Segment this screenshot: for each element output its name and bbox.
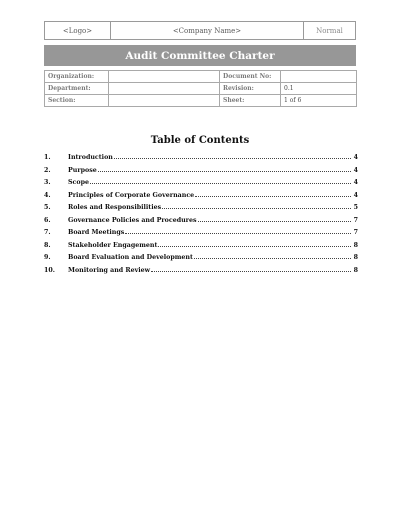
document-status: Normal — [316, 26, 343, 35]
toc-item-label: Principles of Corporate Governance — [68, 191, 195, 199]
toc-item[interactable] — [44, 242, 358, 255]
toc-item[interactable] — [44, 167, 358, 180]
toc-item-label: Purpose — [68, 166, 97, 174]
toc-item-label: Scope — [68, 179, 89, 186]
toc-leader-dots — [198, 221, 351, 222]
toc-item-label: Stakeholder Engagement — [68, 241, 158, 249]
logo-placeholder: <Logo> — [45, 22, 111, 39]
toc-item[interactable] — [44, 267, 358, 280]
toc-item[interactable] — [44, 229, 358, 242]
revision-value: 0.1 — [281, 83, 357, 95]
toc-item-label: Roles and Responsibilities — [68, 204, 162, 211]
toc-leader-dots — [90, 183, 351, 184]
toc-item-number: 3. — [44, 179, 51, 186]
toc-leader-dots — [114, 158, 351, 159]
toc-leader-dots — [151, 271, 351, 272]
toc-leader-dots — [158, 246, 351, 247]
toc-item-page: 4 — [353, 154, 358, 161]
toc-item-page: 4 — [353, 166, 358, 174]
toc-item-number: 2. — [44, 166, 51, 174]
section-label: Section: — [45, 95, 109, 107]
document-title: Audit Committee Charter — [44, 45, 356, 66]
department-label: Department: — [45, 83, 109, 95]
document-no-label: Document No: — [220, 71, 281, 83]
meta-row — [45, 95, 357, 107]
toc-leader-dots — [195, 196, 351, 197]
toc-item-page: 5 — [353, 204, 358, 211]
toc-item[interactable] — [44, 154, 358, 167]
toc-item-label: Introduction — [68, 154, 113, 161]
toc-item-number: 6. — [44, 216, 51, 224]
toc-item[interactable] — [44, 254, 358, 267]
toc-leader-dots — [194, 258, 351, 259]
toc-leader-dots — [162, 208, 351, 209]
toc-item-page: 7 — [353, 216, 358, 224]
toc-item-number: 9. — [44, 254, 51, 261]
toc-item-label: Monitoring and Review — [68, 266, 151, 274]
toc-item[interactable] — [44, 204, 358, 217]
toc-item-page: 8 — [353, 241, 358, 249]
meta-row — [45, 71, 357, 83]
toc-item-page: 7 — [353, 229, 358, 236]
revision-label: Revision: — [220, 83, 281, 95]
toc-item-number: 1. — [44, 154, 51, 161]
toc-item-label: Governance Policies and Procedures — [68, 216, 197, 224]
toc-item-number: 8. — [44, 241, 51, 249]
toc-item-label: Board Meetings — [68, 229, 125, 236]
document-header — [44, 21, 356, 40]
toc-item-page: 4 — [353, 191, 358, 199]
toc-item-number: 4. — [44, 191, 51, 199]
toc-heading: Table of Contents — [150, 135, 250, 146]
sheet-label: Sheet: — [220, 95, 281, 107]
toc-item-page: 4 — [353, 179, 358, 186]
section-value — [109, 95, 220, 107]
document-no-value — [281, 71, 357, 83]
toc-item[interactable] — [44, 179, 358, 192]
toc-item-page: 8 — [353, 266, 358, 274]
toc-item-label: Board Evaluation and Development — [68, 254, 193, 261]
sheet-value: 1 of 6 — [281, 95, 357, 107]
toc-item[interactable] — [44, 192, 358, 205]
toc-leader-dots — [98, 171, 351, 172]
toc-item-number: 10. — [44, 266, 55, 274]
table-of-contents — [44, 154, 358, 279]
toc-item[interactable] — [44, 217, 358, 230]
document-meta-table — [44, 70, 357, 107]
company-name-placeholder: <Company Name> — [111, 22, 304, 39]
toc-item-page: 8 — [353, 254, 358, 261]
organization-label: Organization: — [45, 71, 109, 83]
meta-row — [45, 83, 357, 95]
organization-value — [109, 71, 220, 83]
department-value — [109, 83, 220, 95]
toc-leader-dots — [125, 233, 351, 234]
toc-item-number: 7. — [44, 229, 51, 236]
toc-item-number: 5. — [44, 204, 51, 211]
